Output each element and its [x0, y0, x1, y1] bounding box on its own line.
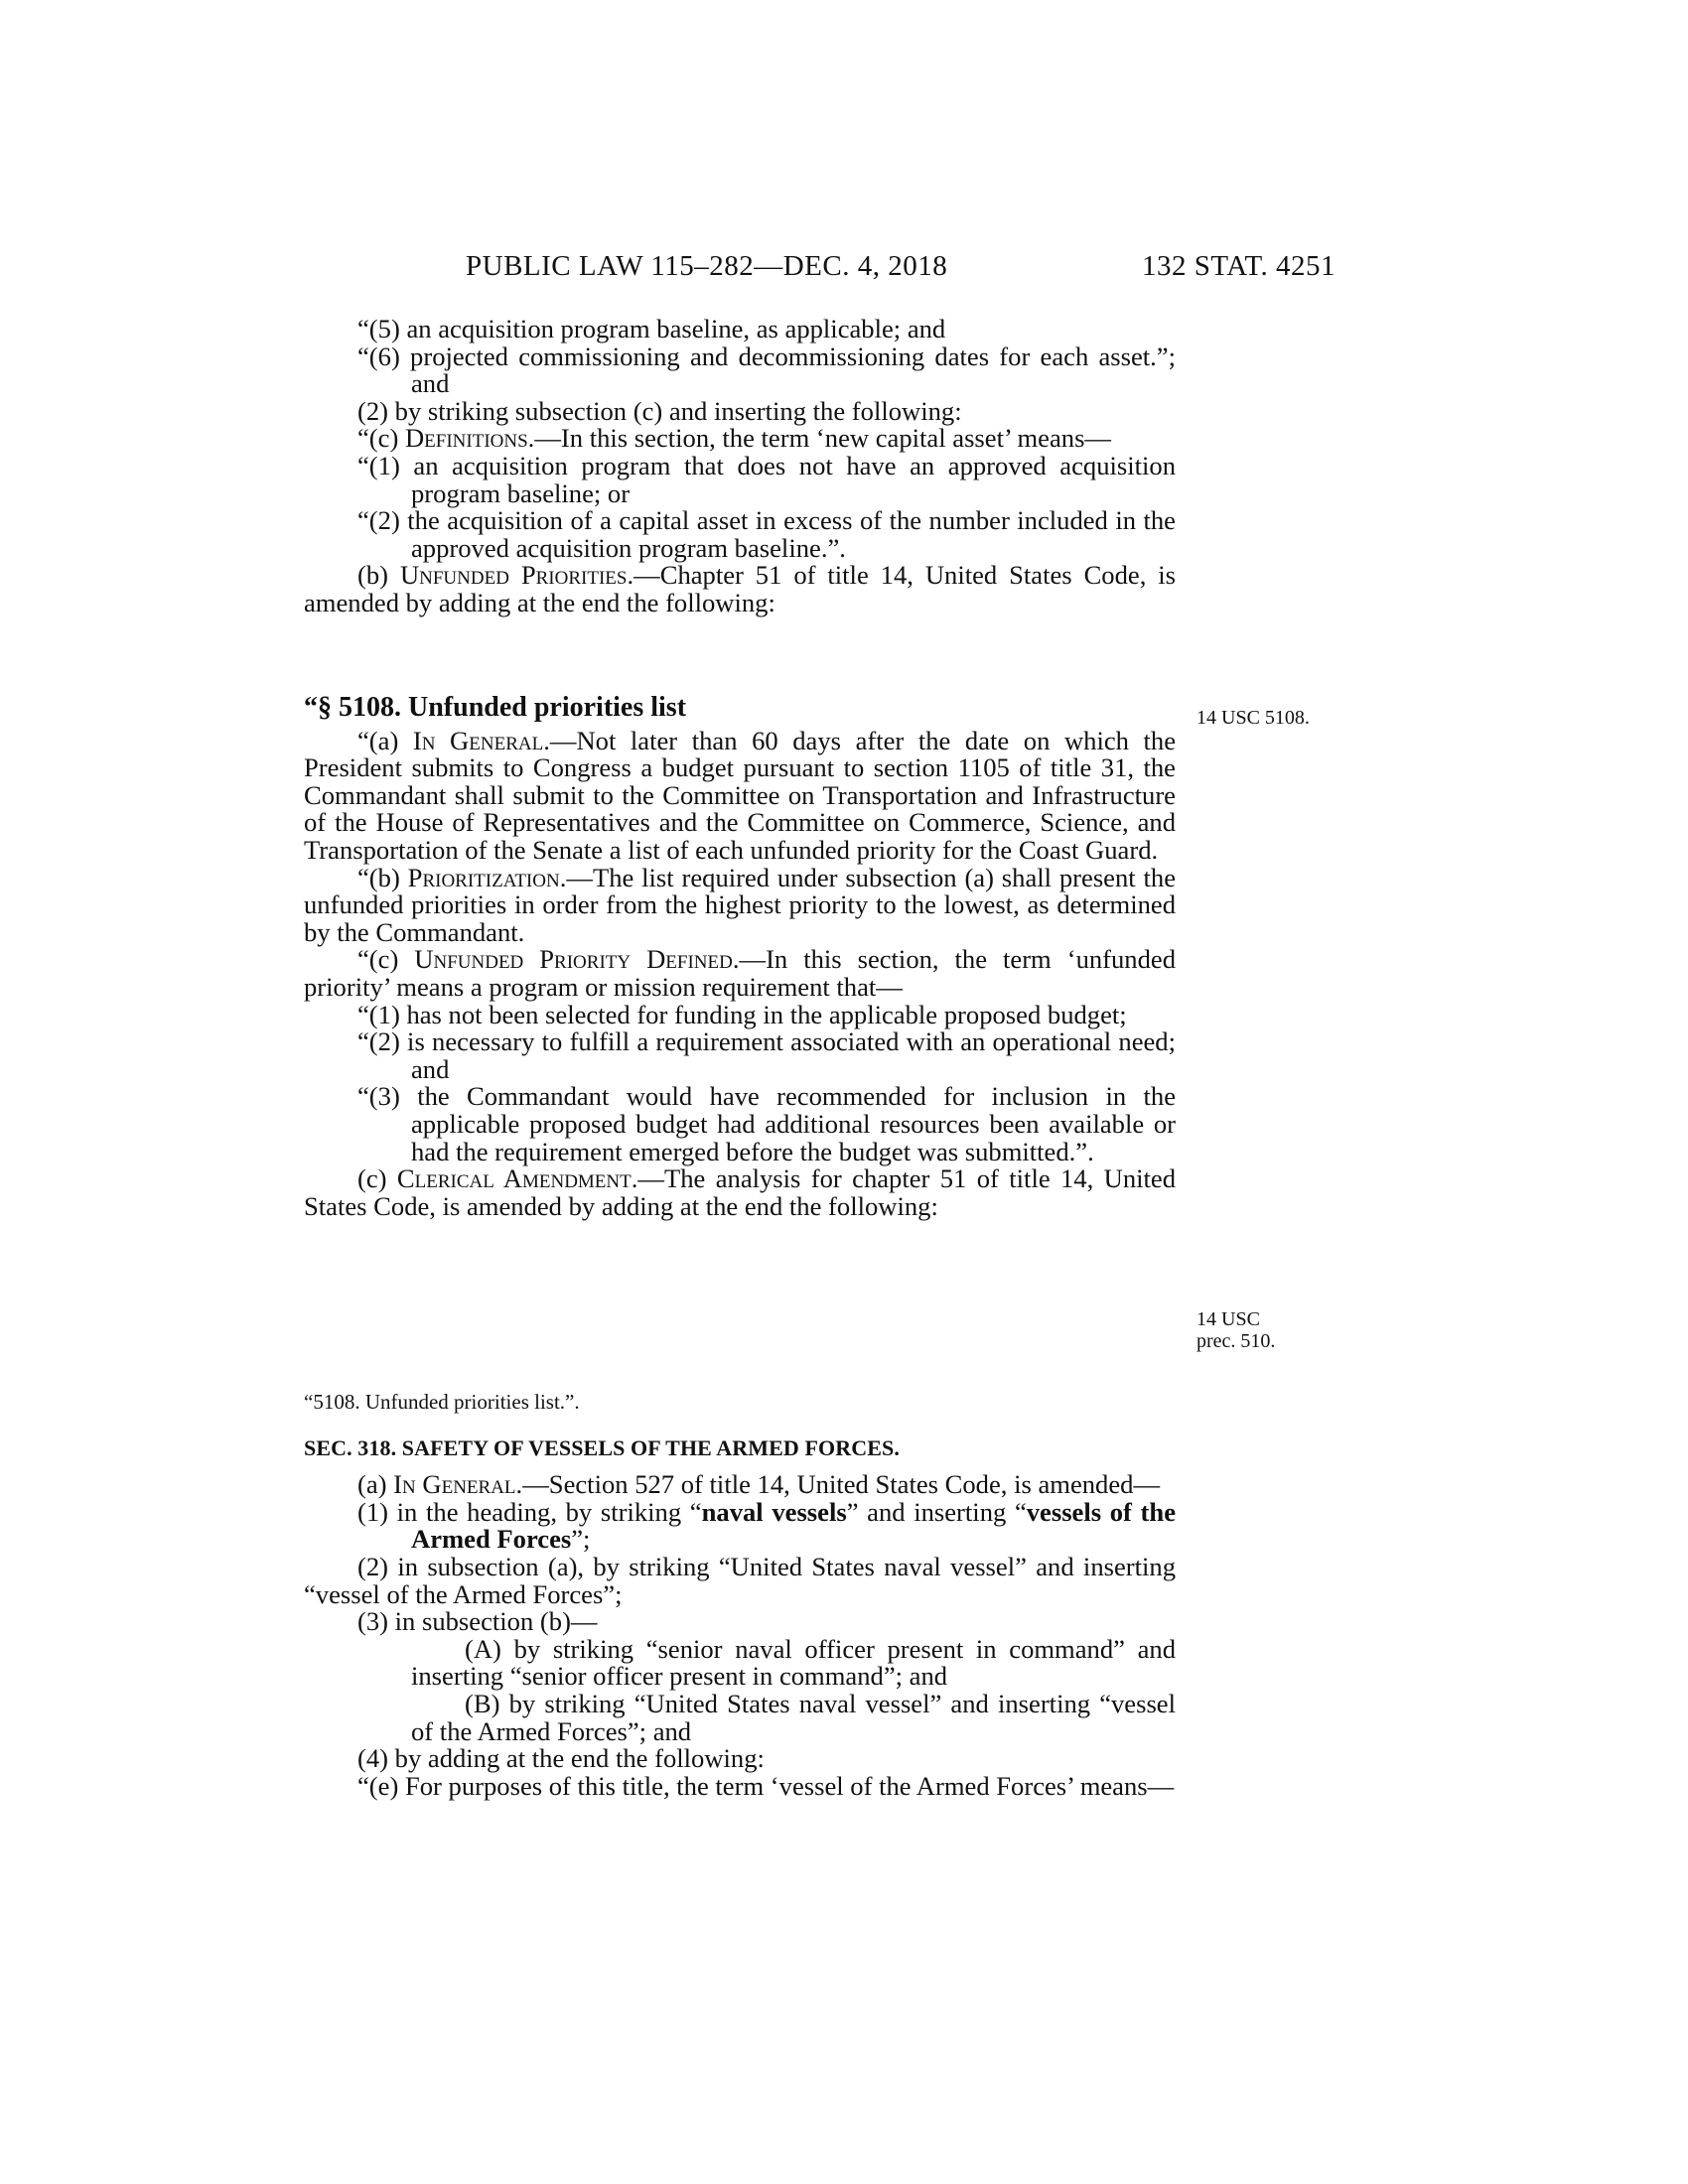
- paragraph-6: “(6) projected commissioning and decommissioning dates for each asset.”; and: [357, 341, 1176, 399]
- section-5108: [304, 694, 1176, 1220]
- unfunded-priorities-paragraph: (b) Unfunded Priorities.—Chapter 51 of title 14, United States Code, is amended by adding at the end the following:: [304, 560, 1177, 617]
- section-318-e: “(e) For purposes of this title, the term ‘vessel of the Armed Forces’ means—: [357, 1770, 1175, 1801]
- section-5108-a: “(a) In General.—Not later than 60 days after the date on which the President submits to Congress a budget pursuant to section 1105 of title 31, the Commandant shall submit to the Committee on Transportation and Infrastructure of the House of Representatives and the Committee on Commerce, Science, and Transportation of the Senate a list of each unfunded priority for the Coast Guard.: [304, 725, 1177, 865]
- unfunded-item-2: “(2) is necessary to fulfill a requirement associated with an operational need; and: [357, 1026, 1176, 1084]
- section-5108-b: “(b) Prioritization.—The list required under subsection (a) shall present the unfunded priorities in order from the highest priority to the lowest, as determined by the Commandant.: [304, 862, 1176, 947]
- margin-note-prec-510: prec. 510.: [1196, 1330, 1276, 1352]
- toc-entry: “5108. Unfunded priorities list.”.: [304, 1390, 580, 1414]
- section-318-subitem-b: (B) by striking “United States naval vessel” and inserting “vessel of the Armed Forces”; and: [411, 1688, 1176, 1746]
- unfunded-priorities-heading: Unfunded Priorities: [399, 560, 628, 591]
- definitions-paragraph: “(c) Definitions.—In this section, the term ‘new capital asset’ means—: [357, 423, 1112, 454]
- unfunded-item-1: “(1) has not been selected for funding in the applicable proposed budget;: [357, 999, 1127, 1029]
- section-318-subitem-a: (A) by striking “senior naval officer present in command” and inserting “senior officer present in command”; and: [411, 1633, 1176, 1692]
- section-318-item-3: (3) in subsection (b)—: [357, 1606, 598, 1637]
- section-5108-title: “§ 5108. Unfunded priorities list: [304, 692, 687, 723]
- margin-note-14-usc-5108: 14 USC 5108.: [1196, 707, 1310, 729]
- section-318-item-4: (4) by adding at the end the following:: [357, 1743, 765, 1774]
- section-318-title: SEC. 318. SAFETY OF VESSELS OF THE ARMED FORCES.: [304, 1434, 900, 1460]
- definition-item-2: “(2) the acquisition of a capital asset in excess of the number included in the approved acquisition program baseline.”.: [357, 505, 1176, 563]
- paragraph-5: “(5) an acquisition program baseline, as applicable; and: [357, 314, 946, 343]
- margin-note-14-usc: 14 USC: [1196, 1308, 1260, 1330]
- section-318-item-2: (2) in subsection (a), by striking “United States naval vessel” and inserting “vessel of the Armed Forces”;: [304, 1551, 1176, 1609]
- running-head-right: 132 STAT. 4251: [1142, 250, 1336, 282]
- definitions-heading: Definitions: [404, 423, 528, 454]
- clerical-amendment: (c) Clerical Amendment.—The analysis for chapter 51 of title 14, United States Code, is amended by adding at the end the following:: [304, 1163, 1177, 1221]
- section-318: [304, 1389, 1176, 1800]
- section-318-a: (a) In General.—Section 527 of title 14, United States Code, is amended—: [357, 1469, 1161, 1500]
- running-head-left: PUBLIC LAW 115–282—DEC. 4, 2018: [466, 250, 948, 282]
- definition-item-1: “(1) an acquisition program that does not have an approved acquisition program baseline; or: [357, 450, 1176, 508]
- unfunded-item-3: “(3) the Commandant would have recommended for inclusion in the applicable proposed budget had additional resources been available or had the requirement emerged before the budget was submitted.”.: [357, 1081, 1176, 1166]
- amendment-block: [304, 316, 1176, 617]
- section-5108-c: “(c) Unfunded Priority Defined.—In this section, the term ‘unfunded priority’ means a program or mission requirement that—: [304, 944, 1177, 1002]
- section-318-item-1: (1) in the heading, by striking “naval vessels” and inserting “vessels of the Armed Forces”;: [357, 1496, 1177, 1555]
- paragraph-2-strike: (2) by striking subsection (c) and inserting the following:: [357, 395, 962, 426]
